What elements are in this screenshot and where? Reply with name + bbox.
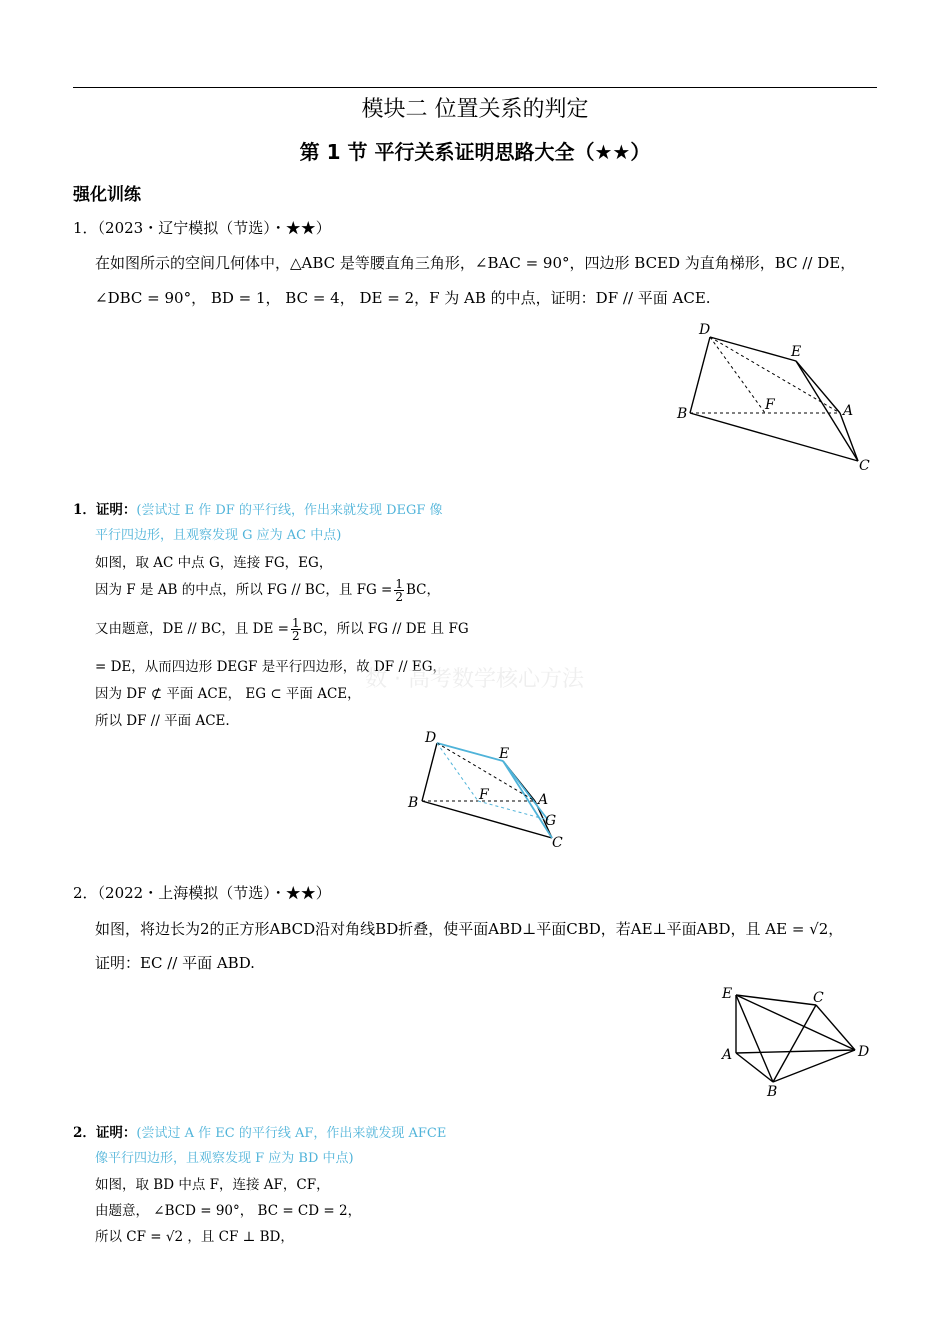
s1-figure — [400, 728, 580, 853]
training-heading: 强化训练 — [73, 185, 141, 205]
q1-fig-label-A: A — [843, 403, 854, 419]
q1-fig-label-B: B — [677, 406, 688, 422]
q2-fig-label-E: E — [722, 986, 733, 1002]
module-title: 模块二 位置关系的判定 — [361, 97, 589, 122]
s2-hint-2: 像平行四边形，且观察发现 F 应为 BD 中点) — [95, 1151, 354, 1166]
s2-line-2: 由题意， ∠BCD = 90°， BC = CD = 2， — [95, 1203, 362, 1219]
q2-line-1: 如图，将边长为2的正方形ABCD沿对角线BD折叠，使平面ABD⊥平面CBD，若AE⊥平面ABD，且 AE = √2， — [95, 920, 844, 938]
s1-fig-label-F: F — [479, 787, 489, 803]
fraction-half: $\frac{1}{2}$ — [395, 577, 404, 604]
fraction-half: $\frac{1}{2}$ — [291, 616, 300, 643]
section-title: 第 1 节 平行关系证明思路大全（★★） — [299, 140, 651, 164]
s1-fig-label-B: B — [408, 795, 419, 811]
s1-hint-2: 平行四边形，且观察发现 G 应为 AC 中点) — [95, 528, 342, 543]
s1-fig-label-D: D — [425, 730, 437, 746]
s1-fig-label-E: E — [499, 746, 510, 762]
s1-line-3: 又由题意，DE // BC，且 DE = $\frac{1}{2}$ BC，所以 FG // DE 且 FG — [95, 616, 469, 643]
q1-figure — [670, 320, 880, 480]
q2-fig-label-A: A — [722, 1047, 733, 1063]
q1-line-2: ∠DBC = 90°， BD = 1， BC = 4， DE = 2，F 为 AB 的中点，证明：DF // 平面 ACE. — [95, 289, 711, 307]
q2-figure — [715, 980, 885, 1105]
s1-fig-label-G: G — [545, 813, 557, 829]
s2-line-1: 如图，取 BD 中点 F，连接 AF，CF， — [95, 1177, 330, 1193]
s1-fig-label-A: A — [538, 792, 549, 808]
sqrt-two: √2 — [809, 920, 829, 938]
q1-fig-label-C: C — [859, 458, 870, 474]
q1-heading: 1．（2023・辽宁模拟（节选）・★★） — [73, 219, 331, 237]
s1-label: 1．证明：(尝试过 E 作 DF 的平行线，作出来就发现 DEGF 像 — [73, 502, 443, 518]
s2-label: 2．证明：(尝试过 A 作 EC 的平行线 AF，作出来就发现 AFCE — [73, 1125, 447, 1141]
q1-fig-label-F: F — [765, 397, 775, 413]
q2-fig-label-C: C — [813, 990, 824, 1006]
q2-fig-label-D: D — [858, 1044, 870, 1060]
q2-line-2: 证明：EC // 平面 ABD. — [95, 954, 255, 972]
s2-line-3: 所以 CF = √2 ，且 CF ⊥ BD， — [95, 1229, 294, 1245]
s1-fig-label-C: C — [552, 835, 563, 851]
s1-line-4: = DE，从而四边形 DEGF 是平行四边形，故 DF // EG， — [95, 659, 446, 675]
s1-line-2: 因为 F 是 AB 的中点，所以 FG // BC，且 FG = $\frac{1}{2}$ BC， — [95, 577, 441, 604]
q1-line-1: 在如图所示的空间几何体中，△ABC 是等腰直角三角形，∠BAC = 90°，四边形 BCED 为直角梯形，BC // DE， — [95, 254, 856, 272]
s1-line-5: 因为 DF ⊄ 平面 ACE， EG ⊂ 平面 ACE， — [95, 686, 361, 702]
watermark: 数 · 高考数学核心方法 — [365, 667, 584, 692]
s1-line-6: 所以 DF // 平面 ACE. — [95, 713, 230, 729]
s1-line-1: 如图，取 AC 中点 G，连接 FG，EG， — [95, 555, 333, 571]
q2-fig-label-B: B — [767, 1084, 778, 1100]
q1-fig-label-E: E — [791, 344, 802, 360]
top-rule — [73, 87, 877, 88]
q1-fig-label-D: D — [699, 322, 711, 338]
q2-heading: 2．（2022・上海模拟（节选）・★★） — [73, 884, 331, 902]
